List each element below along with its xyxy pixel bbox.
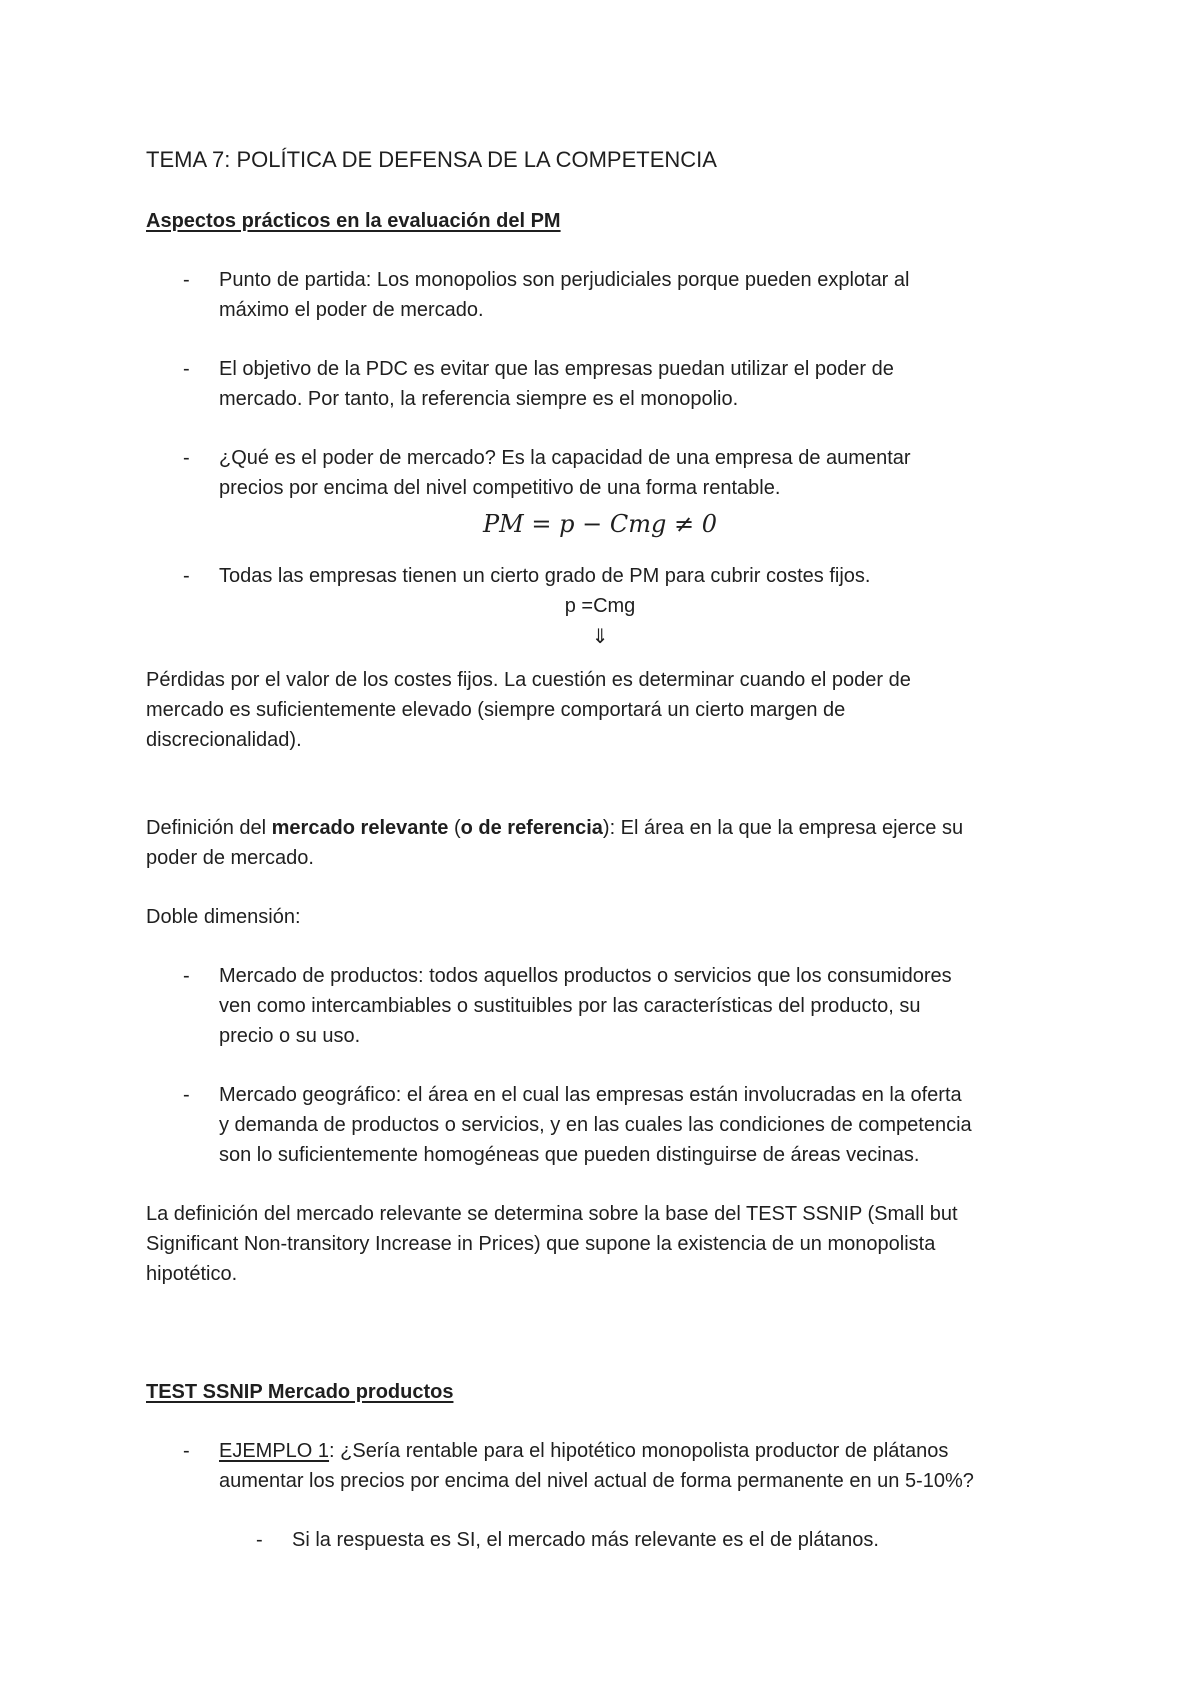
dimension-heading: Doble dimensión: (146, 906, 301, 928)
bullet-text: Mercado geográfico: el área en el cual las empresas están involucradas en la oferta (219, 1084, 962, 1106)
bullet-marker: - (183, 358, 190, 380)
bullet-text: máximo el poder de mercado. (219, 299, 484, 321)
bold-term: mercado relevante (271, 817, 449, 839)
bold-term: o de referencia (460, 817, 603, 839)
bullet-marker: - (183, 447, 190, 469)
bullet-text: El objetivo de la PDC es evitar que las empresas puedan utilizar el poder de (219, 358, 894, 380)
ssnip-paragraph-line: hipotético. (146, 1263, 238, 1285)
sub-bullet-text: Si la respuesta es SI, el mercado más relevante es el de plátanos. (292, 1529, 879, 1551)
bullet-text: Punto de partida: Los monopolios son perjudiciales porque pueden explotar al (219, 269, 910, 291)
page-title: TEMA 7: POLÍTICA DE DEFENSA DE LA COMPETENCIA (146, 147, 717, 172)
bullet-text: son lo suficientemente homogéneas que pueden distinguirse de áreas vecinas. (219, 1144, 920, 1166)
definition-line: Definición del mercado relevante (o de referencia): El área en la que la empresa ejerce su (146, 817, 964, 839)
bullet-text: Mercado de productos: todos aquellos productos o servicios que los consumidores (219, 965, 952, 987)
bullet-text: precios por encima del nivel competitivo de una forma rentable. (219, 477, 781, 499)
bullet-text: Todas las empresas tienen un cierto grado de PM para cubrir costes fijos. (219, 565, 871, 587)
sub-bullet-marker: - (256, 1529, 263, 1551)
ssnip-paragraph-line: Significant Non-transitory Increase in Prices) que supone la existencia de un monopolista (146, 1233, 936, 1255)
section-heading-ssnip: TEST SSNIP Mercado productos (146, 1381, 454, 1403)
bullet-marker: - (183, 1084, 190, 1106)
section-heading-aspectos: Aspectos prácticos en la evaluación del PM (146, 210, 561, 232)
bullet-text: y demanda de productos o servicios, y en las cuales las condiciones de competencia (219, 1114, 972, 1136)
bullet-marker: - (183, 965, 190, 987)
example-line: EJEMPLO 1: ¿Sería rentable para el hipotético monopolista productor de plátanos (219, 1440, 949, 1462)
example-line: aumentar los precios por encima del nivel actual de forma permanente en un 5-10%? (219, 1470, 974, 1492)
bullet-text: ven como intercambiables o sustituibles por las características del producto, su (219, 995, 921, 1017)
bullet-text: precio o su uso. (219, 1025, 361, 1047)
example-label: EJEMPLO 1 (219, 1440, 330, 1462)
conclusion-line: mercado es suficientemente elevado (siempre comportará un cierto margen de (146, 699, 846, 721)
conclusion-line: discrecionalidad). (146, 729, 302, 751)
bullet-marker: - (183, 565, 190, 587)
price-equals-marginal-cost: p =Cmg (564, 595, 636, 617)
bullet-text: ¿Qué es el poder de mercado? Es la capacidad de una empresa de aumentar (219, 447, 911, 469)
down-arrow-icon: ⇓ (591, 626, 609, 648)
bullet-marker: - (183, 269, 190, 291)
bullet-text: mercado. Por tanto, la referencia siempre es el monopolio. (219, 388, 739, 410)
ssnip-paragraph-line: La definición del mercado relevante se determina sobre la base del TEST SSNIP (Small but (146, 1203, 958, 1225)
bullet-marker: - (183, 1440, 190, 1462)
market-power-formula: PM = p − Cmg ≠ 0 (483, 510, 717, 538)
definition-line: poder de mercado. (146, 847, 314, 869)
conclusion-line: Pérdidas por el valor de los costes fijos. La cuestión es determinar cuando el poder de (146, 669, 911, 691)
